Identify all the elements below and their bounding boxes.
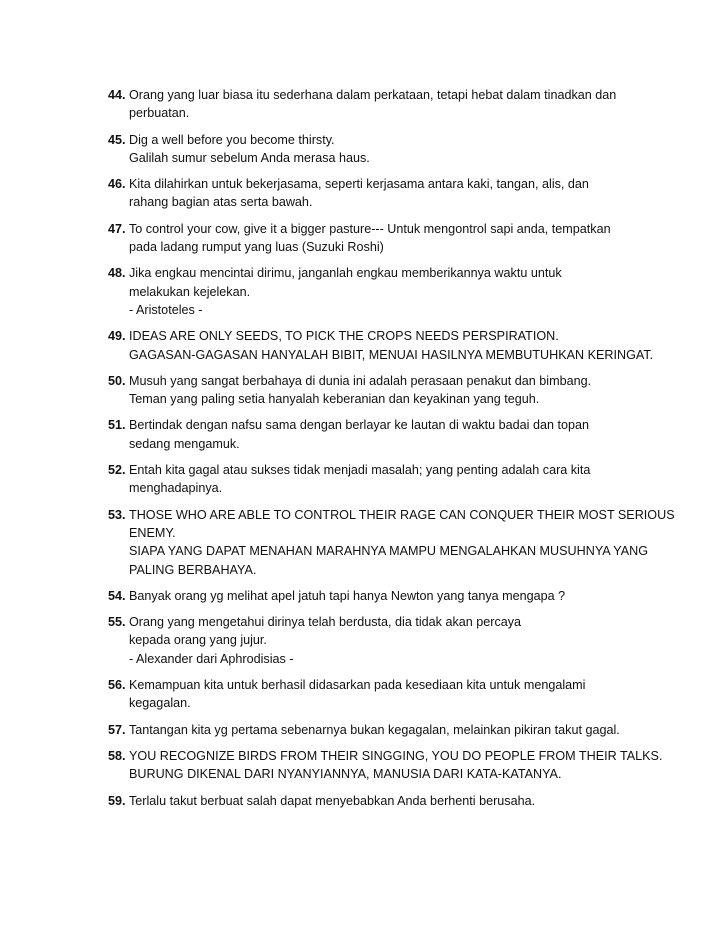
quote-number: 56. — [108, 678, 126, 693]
quote-line: pada ladang rumput yang luas (Suzuki Roshi) — [129, 240, 384, 255]
quote-item — [108, 792, 668, 810]
quote-line: Orang yang luar biasa itu sederhana dalam perkataan, tetapi hebat dalam tinadkan dan — [129, 88, 617, 102]
quote-text — [129, 676, 668, 713]
quote-item — [108, 721, 668, 739]
quote-number: 52. — [108, 463, 126, 478]
quote-text — [129, 175, 668, 212]
quote-text — [129, 220, 668, 257]
quote-line: YOU RECOGNIZE BIRDS FROM THEIR SINGGING, YOU DO PEOPLE FROM THEIR TALKS. — [129, 748, 663, 763]
quote-number: 59. — [108, 793, 126, 808]
quote-number: 47. — [108, 221, 126, 236]
quote-text — [129, 131, 668, 168]
quote-item — [108, 372, 668, 409]
quote-number: 55. — [108, 615, 126, 630]
quote-text — [129, 264, 668, 319]
quote-text — [129, 747, 668, 784]
quote-number: 54. — [108, 588, 126, 603]
quote-line: kegagalan. — [129, 696, 191, 711]
quote-line: PALING BERBAHAYA. — [129, 562, 257, 577]
quote-text — [129, 372, 668, 409]
quote-line: kepada orang yang jujur. — [129, 633, 267, 648]
quote-item — [108, 220, 668, 257]
quote-number: 44. — [108, 88, 126, 102]
quote-line: Kemampuan kita untuk berhasil didasarkan pada kesediaan kita untuk mengalami — [129, 678, 586, 693]
quote-number: 48. — [108, 266, 126, 281]
quote-text — [129, 506, 675, 579]
quote-item — [108, 175, 668, 212]
quote-item — [108, 587, 668, 605]
quote-line: - Aristoteles - — [129, 302, 203, 317]
quote-text — [129, 416, 668, 453]
quote-line: THOSE WHO ARE ABLE TO CONTROL THEIR RAGE CAN CONQUER THEIR MOST SERIOUS — [129, 507, 675, 522]
quote-line: menghadapinya. — [129, 481, 223, 496]
quote-number: 46. — [108, 177, 126, 192]
quote-line: BURUNG DIKENAL DARI NYANYIANNYA, MANUSIA DARI KATA-KATANYA. — [129, 767, 562, 782]
quote-number: 53. — [108, 507, 126, 522]
quote-text — [129, 327, 668, 364]
quote-item — [108, 461, 668, 498]
quote-line: IDEAS ARE ONLY SEEDS, TO PICK THE CROPS NEEDS PERSPIRATION. — [129, 329, 559, 344]
quote-item — [108, 86, 668, 123]
quote-line: - Alexander dari Aphrodisias - — [129, 651, 294, 666]
quote-item — [108, 676, 668, 713]
quote-item — [108, 416, 668, 453]
quote-text — [129, 587, 668, 605]
quote-number: 57. — [108, 722, 126, 737]
quote-number: 49. — [108, 329, 126, 344]
quote-line: ENEMY. — [129, 525, 176, 540]
quote-number: 50. — [108, 373, 126, 388]
quote-text — [129, 792, 668, 810]
quote-item — [108, 506, 675, 579]
quote-number: 45. — [108, 132, 126, 147]
quote-line: Teman yang paling setia hanyalah keberanian dan keyakinan yang teguh. — [129, 392, 540, 407]
quote-line: Terlalu takut berbuat salah dapat menyebabkan Anda berhenti berusaha. — [129, 793, 536, 808]
quote-number: 58. — [108, 748, 126, 763]
quote-item — [108, 747, 668, 784]
quote-line: Dig a well before you become thirsty. — [129, 132, 335, 147]
quote-text — [129, 461, 668, 498]
quote-line: To control your cow, give it a bigger pasture--- Untuk mengontrol sapi anda, tempatkan — [129, 221, 611, 236]
quote-line: sedang mengamuk. — [129, 436, 240, 451]
quote-text — [129, 721, 668, 739]
quote-line: Musuh yang sangat berbahaya di dunia ini adalah perasaan penakut dan bimbang. — [129, 373, 592, 388]
quote-line: Banyak orang yg melihat apel jatuh tapi hanya Newton yang tanya mengapa ? — [129, 588, 566, 603]
quote-line: Galilah sumur sebelum Anda merasa haus. — [129, 150, 370, 165]
quote-number: 51. — [108, 418, 126, 433]
quote-line: Jika engkau mencintai dirimu, janganlah engkau memberikannya waktu untuk — [129, 266, 562, 281]
quote-line: melakukan kejelekan. — [129, 284, 251, 299]
quote-item — [108, 327, 668, 364]
quote-line: Entah kita gagal atau sukses tidak menjadi masalah; yang penting adalah cara kita — [129, 463, 591, 478]
quote-text — [129, 613, 668, 668]
quote-line: rahang bagian atas serta bawah. — [129, 195, 313, 210]
quote-text — [129, 86, 668, 123]
quote-line: Bertindak dengan nafsu sama dengan berlayar ke lautan di waktu badai dan topan — [129, 418, 589, 433]
quote-line: Kita dilahirkan untuk bekerjasama, seperti kerjasama antara kaki, tangan, alis, dan — [129, 177, 589, 192]
quote-line: SIAPA YANG DAPAT MENAHAN MARAHNYA MAMPU MENGALAHKAN MUSUHNYA YANG — [129, 544, 649, 559]
quote-list — [108, 86, 675, 818]
quote-item — [108, 131, 668, 168]
quote-item — [108, 613, 668, 668]
quote-line: Orang yang mengetahui dirinya telah berdusta, dia tidak akan percaya — [129, 615, 522, 630]
quote-item — [108, 264, 668, 319]
quote-line: perbuatan. — [129, 106, 190, 121]
quote-line: GAGASAN-GAGASAN HANYALAH BIBIT, MENUAI HASILNYA MEMBUTUHKAN KERINGAT. — [129, 347, 654, 362]
quote-line: Tantangan kita yg pertama sebenarnya bukan kegagalan, melainkan pikiran takut gagal. — [129, 722, 620, 737]
